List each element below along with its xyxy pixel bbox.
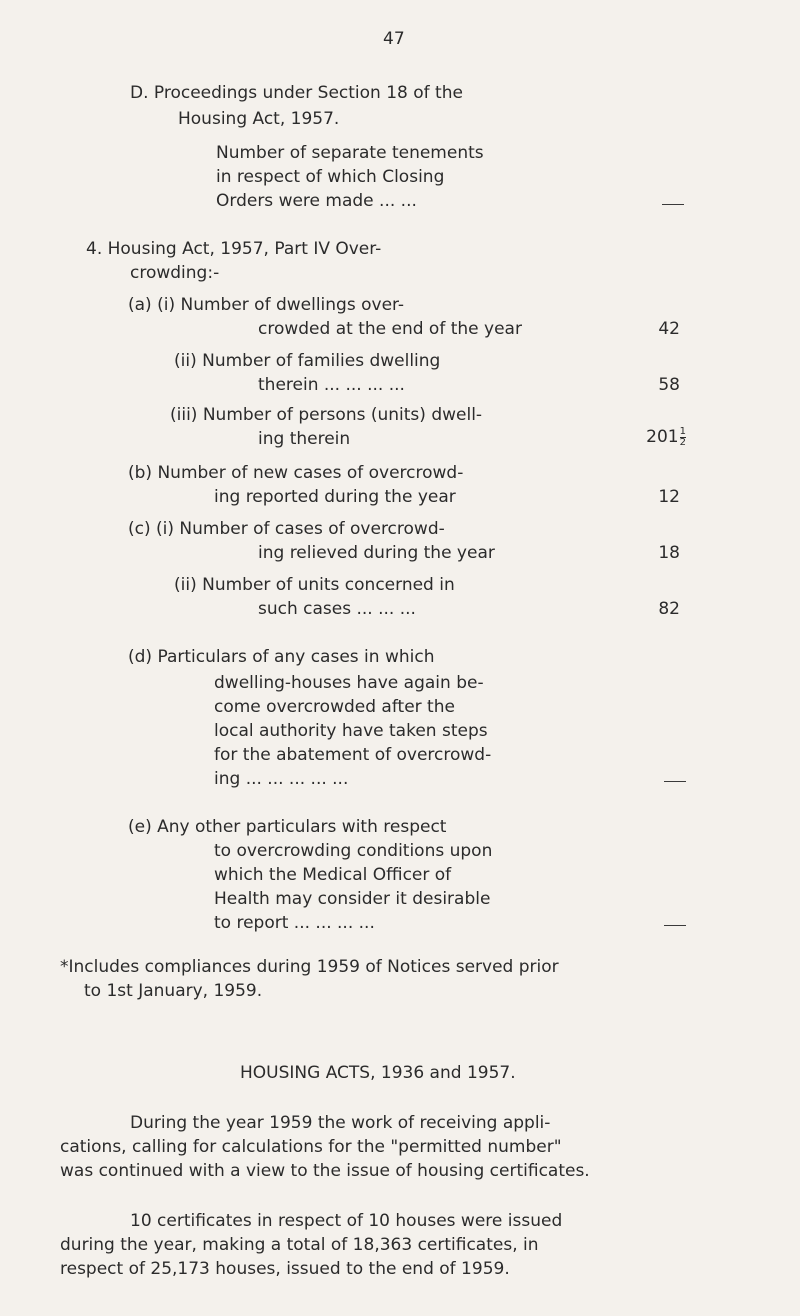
para2-line-3: respect of 25,173 houses, issued to the end of 1959.	[60, 1259, 510, 1279]
item-c-i-line-1: (c) (i) Number of cases of overcrowd-	[128, 519, 445, 539]
section-d-heading-line-2: Housing Act, 1957.	[178, 109, 340, 129]
item-e-line-1: (e) Any other particulars with respect	[128, 817, 447, 837]
item-c-ii-value: 82	[658, 599, 680, 619]
section-d-heading-line-1: D. Proceedings under Section 18 of the	[130, 83, 463, 103]
section-d-item-line-2: in respect of which Closing	[216, 167, 445, 187]
item-d-line-1: (d) Particulars of any cases in which	[128, 647, 435, 667]
item-a-ii-value: 58	[658, 375, 680, 395]
item-c-i-line-2: ing relieved during the year	[258, 543, 495, 563]
item-b-line-1: (b) Number of new cases of overcrowd-	[128, 463, 464, 483]
item-e-line-3: which the Medical Officer of	[214, 865, 452, 885]
item-e-line-2: to overcrowding conditions upon	[214, 841, 493, 861]
item-a-i-line-1: (a) (i) Number of dwellings over-	[128, 295, 405, 315]
item-d-line-6: ing ... ... ... ... ...	[214, 769, 349, 789]
item-a-ii-line-1: (ii) Number of families dwelling	[174, 351, 441, 371]
item-a-iii-line-1: (iii) Number of persons (units) dwell-	[170, 405, 483, 425]
item-d-value-dash	[664, 781, 686, 782]
para2-line-1: 10 certificates in respect of 10 houses were issued	[130, 1211, 563, 1231]
item-c-i-value: 18	[658, 543, 680, 563]
section-d-value-dash	[662, 204, 684, 205]
item-a-iii-line-2: ing therein	[258, 429, 351, 449]
item-c-ii-line-1: (ii) Number of units concerned in	[174, 575, 455, 595]
item-d-line-4: local authority have taken steps	[214, 721, 488, 741]
item-e-value-dash	[664, 925, 686, 926]
para1-line-1: During the year 1959 the work of receiving appli-	[130, 1113, 551, 1133]
item-a-i-line-2: crowded at the end of the year	[258, 319, 522, 339]
footnote-line-1: *Includes compliances during 1959 of Notices served prior	[60, 957, 559, 977]
item-d-line-2: dwelling-houses have again be-	[214, 673, 484, 693]
item-a-iii-value	[596, 426, 686, 448]
item-d-line-3: come overcrowded after the	[214, 697, 455, 717]
item-c-ii-line-2: such cases ... ... ...	[258, 599, 416, 619]
housing-acts-heading: HOUSING ACTS, 1936 and 1957.	[240, 1063, 516, 1083]
section-4-heading-line-2: crowding:-	[130, 263, 220, 283]
para1-line-3: was continued with a view to the issue of housing certificates.	[60, 1161, 590, 1181]
item-e-line-5: to report ... ... ... ...	[214, 913, 375, 933]
section-d-item-line-1: Number of separate tenements	[216, 143, 484, 163]
fraction-denominator: 2	[679, 436, 686, 448]
item-a-iii-value-whole: 201	[646, 427, 679, 447]
item-b-value: 12	[658, 487, 680, 507]
para1-line-2: cations, calling for calculations for the "permitted number"	[60, 1137, 562, 1157]
footnote-line-2: to 1st January, 1959.	[84, 981, 263, 1001]
item-a-ii-line-2: therein ... ... ... ...	[258, 375, 405, 395]
item-b-line-2: ing reported during the year	[214, 487, 456, 507]
para2-line-2: during the year, making a total of 18,363 certificates, in	[60, 1235, 539, 1255]
half-fraction	[680, 427, 686, 448]
item-d-line-5: for the abatement of overcrowd-	[214, 745, 492, 765]
item-e-line-4: Health may consider it desirable	[214, 889, 491, 909]
item-a-i-value: 42	[658, 319, 680, 339]
section-d-item-line-3: Orders were made ... ...	[216, 191, 417, 211]
section-4-heading-line-1: 4. Housing Act, 1957, Part IV Over-	[86, 239, 382, 259]
page-number: 47	[383, 29, 405, 49]
fraction-numerator: 1	[679, 425, 686, 437]
